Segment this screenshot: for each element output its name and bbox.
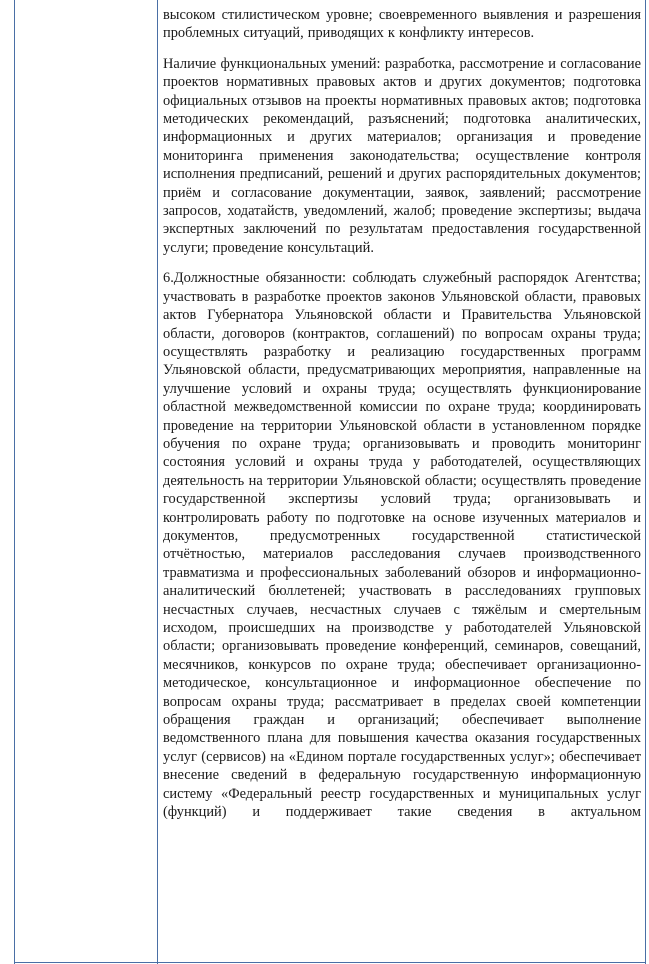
paragraph-job-duties: 6.Должностные обязанности: соблюдать служебный распорядок Агентства; участвовать в разработке проектов законов Ульяновской области, правовых актов Губернатора Ульяновской области и Правительства Ульяновской области, договоров (контрактов, соглашений) по вопросам охраны труда; осуществлять разработку и реализацию государственных программ Ульяновской области, предусматривающих мероприятия, направленные на улучшение условий и охраны труда; осуществлять функционирование областной межведомственной комиссии по охране труда; координировать проведение на территории Ульяновской области в установленном порядке обучения по охране труда; организовывать и проводить мониторинг состояния условий и охраны труда у работодателей, осуществляющих деятельность на территории Ульяновской области; осуществлять проведение государственной экспертизы условий труда; организовывать и контролировать работу по подготовке на основе изученных материалов и документов, предусмотренных государственной статистической отчётностью, материалов расследования случаев производственного травматизма и профессиональных заболеваний обзоров и информационно-аналитический бюллетеней; участвовать в расследованиях групповых несчастных случаев, несчастных случаев с тяжёлым и смертельным исходом, происшедших на производстве у работодателей Ульяновской области; организовывать проведение конференций, семинаров, совещаний, месячников, конкурсов по охране труда; обеспечивает организационно-методическое, консультационное и информационное обеспечение по вопросам охраны труда; рассматривает в пределах своей компетенции обращения граждан и организаций; обеспечивает выполнение ведомственного плана для повышения качества оказания государственных услуг (сервисов) на «Едином портале государственных услуг»; обеспечивает внесение сведений в федеральную государственную информационную систему «Федеральный реестр государственных и муниципальных услуг (функций) и поддерживает такие сведения в актуальном [163,270,641,821]
table-right-column [158,0,646,964]
paragraph-conflict-of-interest: высоком стилистическом уровне; своевременного выявления и разрешения проблемных ситуаций, приводящих к конфликту интересов. [163,7,641,42]
paragraph-functional-skills: Наличие функциональных умений: разработка, рассмотрение и согласование проектов нормативных правовых актов и других документов; подготовка официальных отзывов на проекты нормативных правовых актов; подготовка методических рекомендаций, разъяснений; подготовка аналитических, информационных и других материалов; организация и проведение мониторинга применения законодательства; осуществление контроля исполнения предписаний, решений и других распорядительных документов; приём и согласование документации, заявок, заявлений; рассмотрение запросов, ходатайств, уведомлений, жалоб; проведение экспертизы; выдача экспертных заключений по результатам предоставления государственной услуги; проведение консультаций. [163,55,641,256]
table-left-column [14,0,158,964]
table-bottom-border [14,962,646,963]
